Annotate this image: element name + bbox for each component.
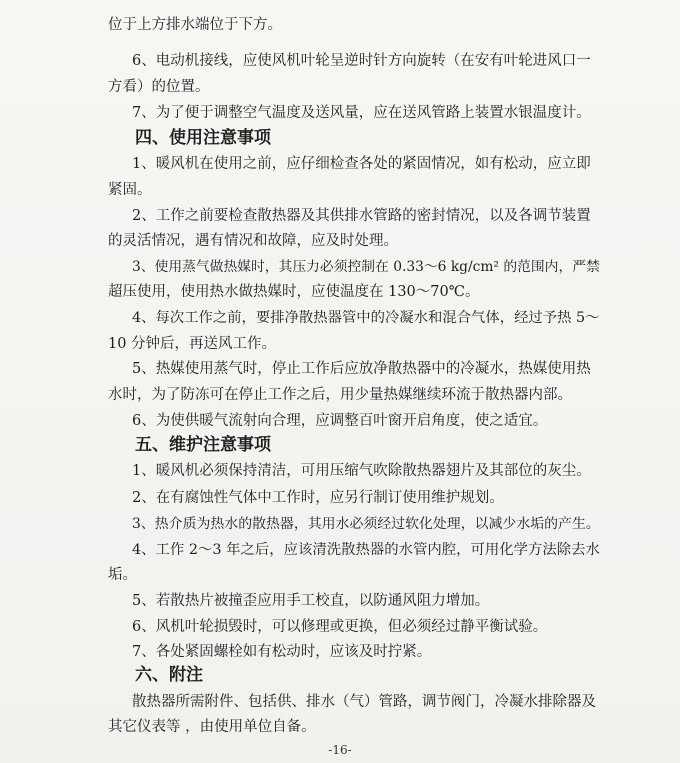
text-line: 7、各处紧固螺栓如有松动时，应该及时拧紧。 bbox=[132, 644, 432, 660]
text-line: 2、工作之前要检查散热器及其供排水管路的密封情况，以及各调节装置 bbox=[132, 208, 591, 224]
text-line: 散热器所需附件、包括供、排水（气）管路，调节阀门，冷凝水排除器及 bbox=[132, 694, 596, 710]
text-line: 3、使用蒸气做热媒时，其压力必须控制在 0.33～6 kg/cm² 的范围内，严禁 bbox=[132, 259, 600, 275]
text-line: 2、在有腐蚀性气体中工作时，应另行制订使用维护规划。 bbox=[132, 490, 504, 506]
text-line: 超压使用，使用热水做热媒时，应使温度在 130～70℃。 bbox=[108, 284, 480, 300]
text-line: 方看）的位置。 bbox=[108, 79, 210, 95]
section-heading-maintenance: 五、维护注意事项 bbox=[135, 435, 271, 455]
text-line: 5、热媒使用蒸气时，停止工作后应放净散热器中的冷凝水，热媒使用热 bbox=[132, 361, 591, 377]
text-line: 6、风机叶轮损毁时，可以修理或更换，但必须经过静平衡试验。 bbox=[132, 619, 548, 635]
text-line: 垢。 bbox=[108, 567, 137, 583]
text-line: 3、热介质为热水的散热器，其用水必须经过软化处理，以减少水垢的产生。 bbox=[132, 516, 600, 532]
section-heading-usage: 四、使用注意事项 bbox=[135, 128, 271, 148]
text-line: 的灵活情况，遇有情况和故障，应及时处理。 bbox=[108, 233, 398, 249]
text-line: 10 分钟后，再送风工作。 bbox=[108, 336, 277, 352]
text-line: 1、暖风机在使用之前，应仔细检查各处的紧固情况，如有松动，应立即 bbox=[132, 156, 591, 172]
text-line: 位于上方排水端位于下方。 bbox=[108, 17, 282, 33]
text-line: 4、每次工作之前，要排净散热器管中的冷凝水和混合气体，经过予热 5～ bbox=[132, 310, 600, 326]
text-line: 5、若散热片被撞歪应用手工校直，以防通风阻力增加。 bbox=[132, 593, 490, 609]
text-line: 1、暖风机必须保持清洁，可用压缩气吹除散热器翅片及其部位的灰尘。 bbox=[132, 463, 591, 479]
text-line: 其它仪表等 ，由使用单位自备。 bbox=[108, 719, 316, 735]
text-line: 7、为了便于调整空气温度及送风量，应在送风管路上装置水银温度计。 bbox=[132, 105, 591, 121]
text-line: 水时，为了防冻可在停止工作之后，用少量热媒继续环流于散热器内部。 bbox=[108, 387, 572, 403]
section-heading-notes: 六、附注 bbox=[135, 665, 203, 685]
text-line: 紧固。 bbox=[108, 182, 152, 198]
page-number: -16- bbox=[328, 743, 352, 757]
text-line: 6、为使供暖气流射向合理，应调整百叶窗开启角度，使之适宜。 bbox=[132, 413, 548, 429]
text-line: 4、工作 2～3 年之后，应该清洗散热器的水管内腔，可用化学方法除去水 bbox=[132, 542, 600, 558]
text-line: 6、电动机接线，应使风机叶轮呈逆时针方向旋转（在安有叶轮进风口一 bbox=[132, 53, 591, 69]
